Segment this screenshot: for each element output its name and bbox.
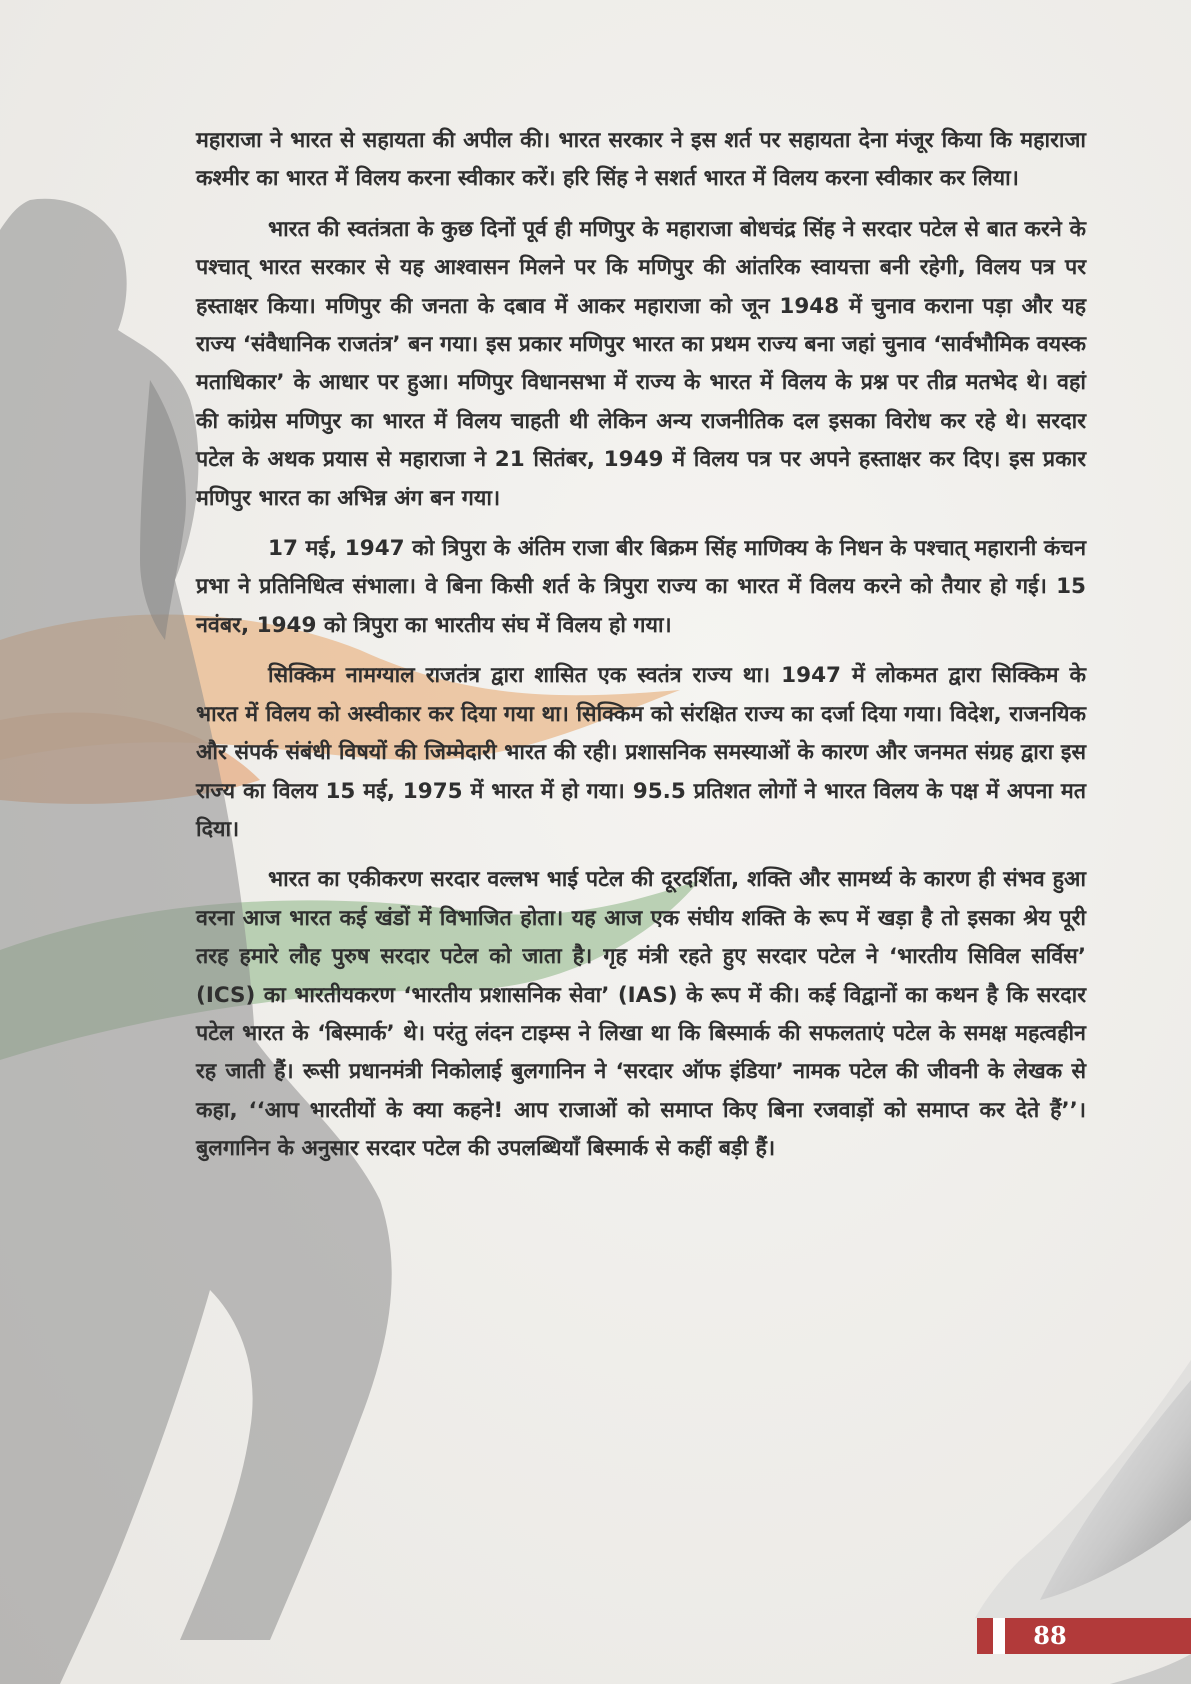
page-number-divider	[993, 1618, 1005, 1654]
paragraph-kashmir: महाराजा ने भारत से सहायता की अपील की। भारत सरकार ने इस शर्त पर सहायता देना मंजूर किया कि महाराजा कश्मीर का भारत में विलय करना स्वीकार करें। हरि सिंह ने सशर्त भारत में विलय करना स्वीकार कर लिया।	[196, 128, 1086, 192]
paragraph-sikkim: सिक्किम नामग्याल राजतंत्र द्वारा शासित एक स्वतंत्र राज्य था। 1947 में लोकमत द्वारा सिक्किम के भारत में विलय को अस्वीकार कर दिया गया था। सिक्किम को संरक्षित राज्य का दर्जा दिया गया। विदेश, राजनयिक और संपर्क संबंधी विषयों की जिम्मेदारी भारत की रही। प्रशासनिक समस्याओं के कारण और जनमत संग्रह द्वारा इस राज्य का विलय 15 मई, 1975 में भारत में हो गया। 95.5 प्रतिशत लोगों ने भारत विलय के पक्ष में अपना मत दिया।	[196, 663, 1086, 842]
paragraph-tripura: 17 मई, 1947 को त्रिपुरा के अंतिम राजा बीर बिक्रम सिंह माणिक्य के निधन के पश्चात् महारानी कंचन प्रभा ने प्रतिनिधित्व संभाला। वे बिना किसी शर्त के त्रिपुरा राज्य का भारत में विलय करने को तैयार हो गई। 15 नवंबर, 1949 को त्रिपुरा का भारतीय संघ में विलय हो गया।	[196, 536, 1086, 638]
paragraph-integration: भारत का एकीकरण सरदार वल्लभ भाई पटेल की दूरदर्शिता, शक्ति और सामर्थ्य के कारण ही संभव हुआ वरना आज भारत कई खंडों में विभाजित होता। यह आज एक संघीय शक्ति के रूप में खड़ा है तो इसका श्रेय पूरी तरह हमारे लौह पुरुष सरदार पटेल को जाता है। गृह मंत्री रहते हुए सरदार पटेल ने ‘भारतीय सिविल सर्विस’ (ICS) का भारतीयकरण ‘भारतीय प्रशासनिक सेवा’ (IAS) के रूप में की। कई विद्वानों का कथन है कि सरदार पटेल भारत के ‘बिस्मार्क’ थे। परंतु लंदन टाइम्स ने लिखा था कि बिस्मार्क की सफलताएं पटेल के समक्ष महत्वहीन रह जाती हैं। रूसी प्रधानमंत्री निकोलाई बुलगानिन ने ‘सरदार ऑफ इंडिया’ नामक पटेल की जीवनी के लेखक से कहा, ‘‘आप भारतीयों के क्या कहने! आप राजाओं को समाप्त किए बिना रजवाड़ों को समाप्त कर देते हैं’’। बुलगानिन के अनुसार सरदार पटेल की उपलब्धियाँ बिस्मार्क से कहीं बड़ी हैं।	[196, 867, 1086, 1162]
page-number: 88	[1033, 1621, 1067, 1650]
paragraph-manipur: भारत की स्वतंत्रता के कुछ दिनों पूर्व ही मणिपुर के महाराजा बोधचंद्र सिंह ने सरदार पटेल से बात करने के पश्चात् भारत सरकार से यह आश्वासन मिलने पर कि मणिपुर की आंतरिक स्वायत्ता बनी रहेगी, विलय पत्र पर हस्ताक्षर किया। मणिपुर की जनता के दबाव में आकर महाराजा को जून 1948 में चुनाव कराना पड़ा और यह राज्य ‘संवैधानिक राजतंत्र’ बन गया। इस प्रकार मणिपुर भारत का प्रथम राज्य बना जहां चुनाव ‘सार्वभौमिक वयस्क मताधिकार’ के आधार पर हुआ। मणिपुर विधानसभा में राज्य के भारत में विलय के प्रश्न पर तीव्र मतभेद थे। वहां की कांग्रेस मणिपुर का भारत में विलय चाहती थी लेकिन अन्य राजनीतिक दल इसका विरोध कर रहे थे। सरदार पटेल के अथक प्रयास से महाराजा ने 21 सितंबर, 1949 में विलय पत्र पर अपने हस्ताक्षर कर दिए। इस प्रकार मणिपुर भारत का अभिन्न अंग बन गया।	[196, 216, 1086, 511]
